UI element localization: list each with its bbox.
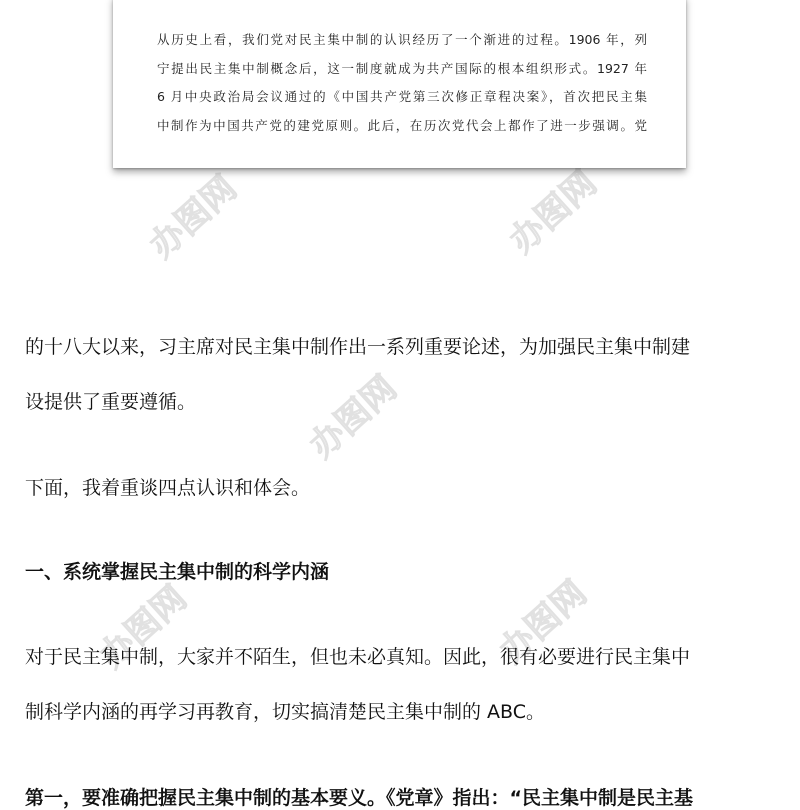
card-line: 从历史上看，我们党对民主集中制的认识经历了一个渐进的过程。1906 年，列 (157, 32, 647, 47)
paragraph-line-partial: 第一，要准确把握民主集中制的基本要义。《党章》指出：“民主集中制是民主基 (25, 787, 693, 809)
card-paragraph (157, 26, 647, 140)
watermark: 办图网 (502, 163, 605, 262)
card-line: 宁提出民主集中制概念后，这一制度就成为共产国际的根本组织形式。1927 年 (157, 60, 647, 76)
paragraph-line: 设提供了重要遵循。 (25, 391, 197, 413)
watermark: 办图网 (302, 368, 405, 467)
card-line: 中制作为中国共产党的建党原则。此后，在历次党代会上都作了进一步强调。党 (157, 117, 647, 133)
watermark: 办图网 (142, 168, 245, 267)
paragraph-line: 对于民主集中制，大家并不陌生，但也未必真知。因此，很有必要进行民主集中 (25, 646, 691, 668)
paragraph-line: 制科学内涵的再学习再教育，切实搞清楚民主集中制的 ABC。 (25, 701, 546, 723)
watermark: 办图网 (492, 573, 595, 672)
paragraph-line: 下面，我着重谈四点认识和体会。 (25, 477, 311, 499)
section-heading: 一、系统掌握民主集中制的科学内涵 (25, 561, 330, 583)
card-line: 6 月中央政治局会议通过的《中国共产党第三次修正章程决案》，首次把民主集 (157, 89, 647, 104)
paragraph-line: 的十八大以来，习主席对民主集中制作出一系列重要论述，为加强民主集中制建 (25, 336, 691, 358)
watermark: 办图网 (92, 578, 195, 677)
page-preview-card (113, 0, 686, 168)
